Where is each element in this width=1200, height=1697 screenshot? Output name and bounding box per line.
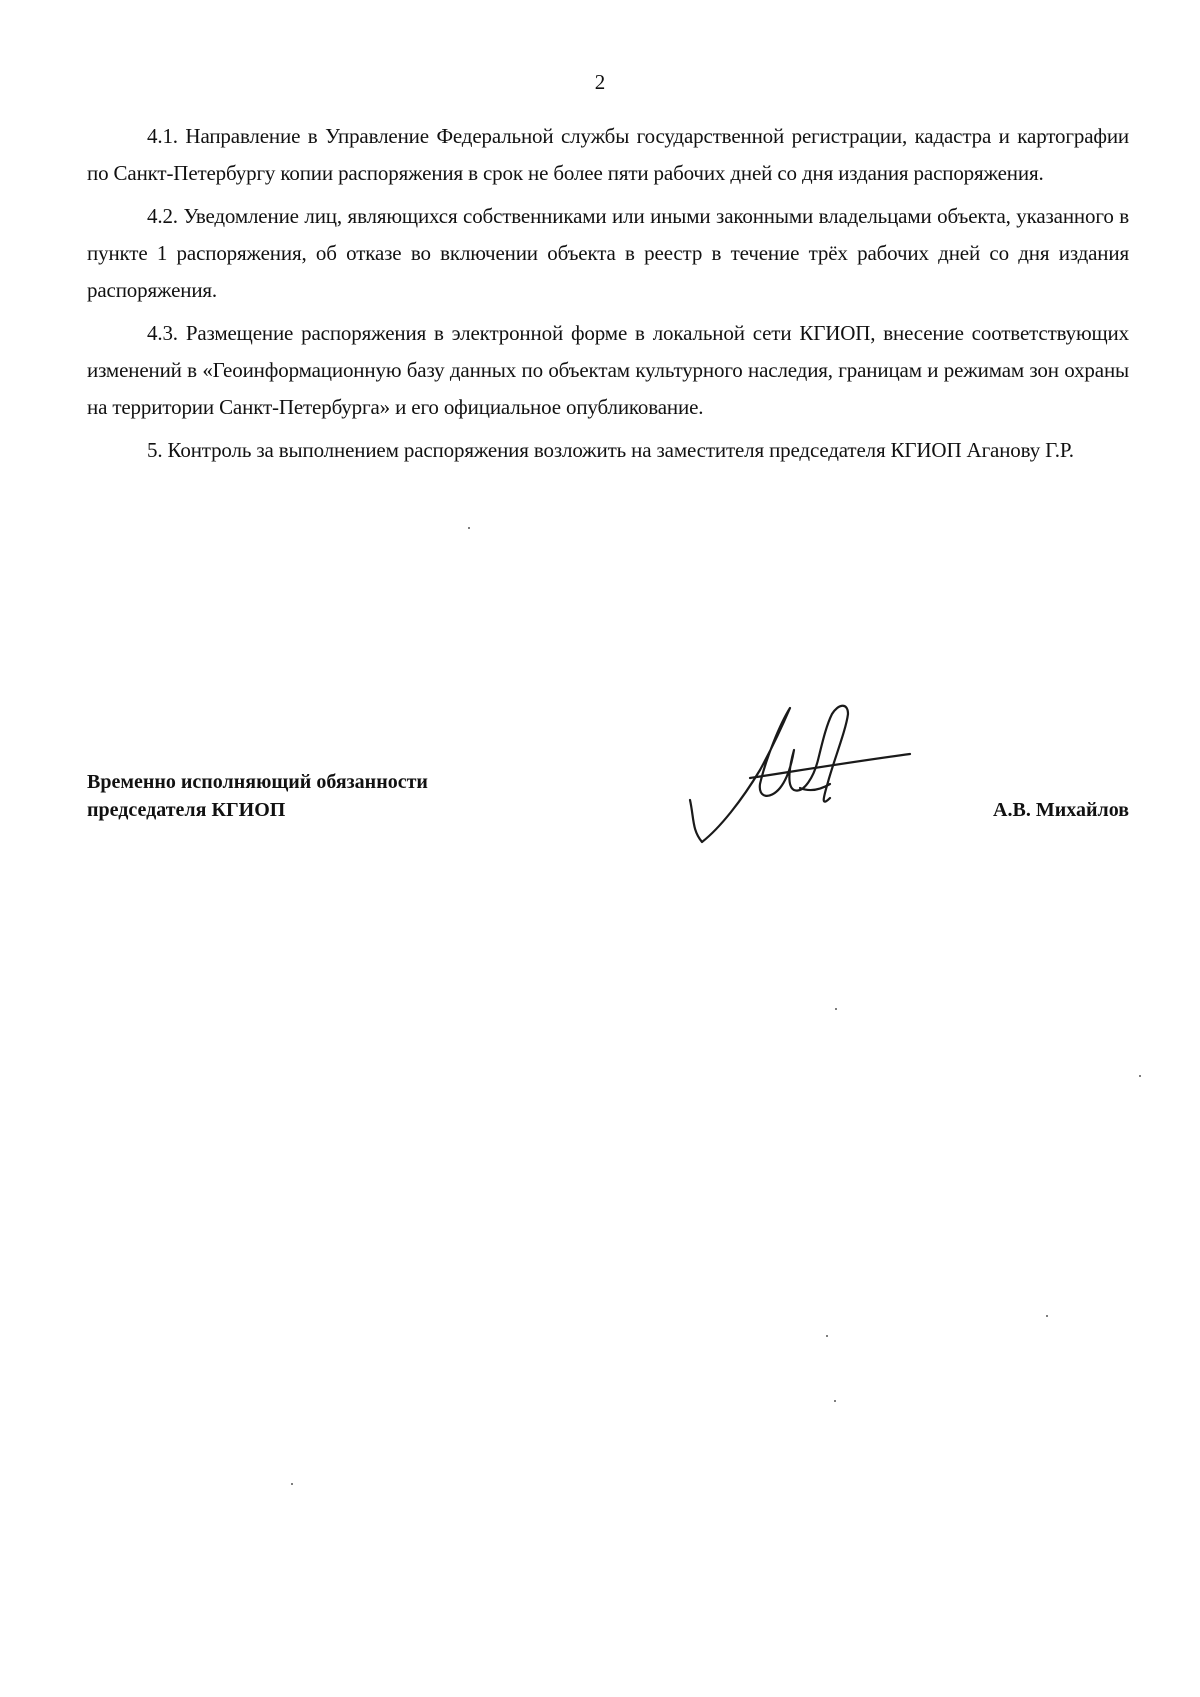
signatory-position-line2: председателя КГИОП bbox=[87, 799, 286, 821]
scan-speck bbox=[1139, 1075, 1141, 1077]
signatory-position-line1: Временно исполняющий обязанности bbox=[87, 771, 428, 793]
paragraph-4-2: 4.2. Уведомление лиц, являющихся собственниками или иными законными владельцами объекта, указанного в пункте 1 распоряжения, об отказе во включении объекта в реестр в течение трёх рабочих дней со дня издания распоряжения. bbox=[87, 204, 1129, 302]
scan-speck bbox=[835, 1008, 837, 1010]
handwritten-signature bbox=[680, 700, 920, 850]
document-body bbox=[87, 118, 1129, 475]
page-number: 2 bbox=[594, 70, 606, 94]
paragraph-4-1: 4.1. Направление в Управление Федеральной службы государственной регистрации, кадастра и картографии по Санкт-Петербургу копии распоряжения в срок не более пяти рабочих дней со дня издания распоряжения. bbox=[87, 124, 1129, 185]
scan-speck bbox=[291, 1483, 293, 1485]
signatory-name: А.В. Михайлов bbox=[993, 799, 1129, 821]
scan-speck bbox=[1046, 1315, 1048, 1317]
paragraph-5: 5. Контроль за выполнением распоряжения возложить на заместителя председателя КГИОП Аганову Г.Р. bbox=[147, 438, 1074, 462]
signatory-position bbox=[87, 768, 428, 824]
paragraph-4-3: 4.3. Размещение распоряжения в электронной форме в локальной сети КГИОП, внесение соответствующих изменений в «Геоинформационную базу данных по объектам культурного наследия, границам и режимам зон охраны на территории Санкт-Петербурга» и его официальное опубликование. bbox=[87, 321, 1129, 419]
scan-speck bbox=[834, 1400, 836, 1402]
scan-speck bbox=[826, 1335, 828, 1337]
scan-speck bbox=[468, 527, 470, 529]
